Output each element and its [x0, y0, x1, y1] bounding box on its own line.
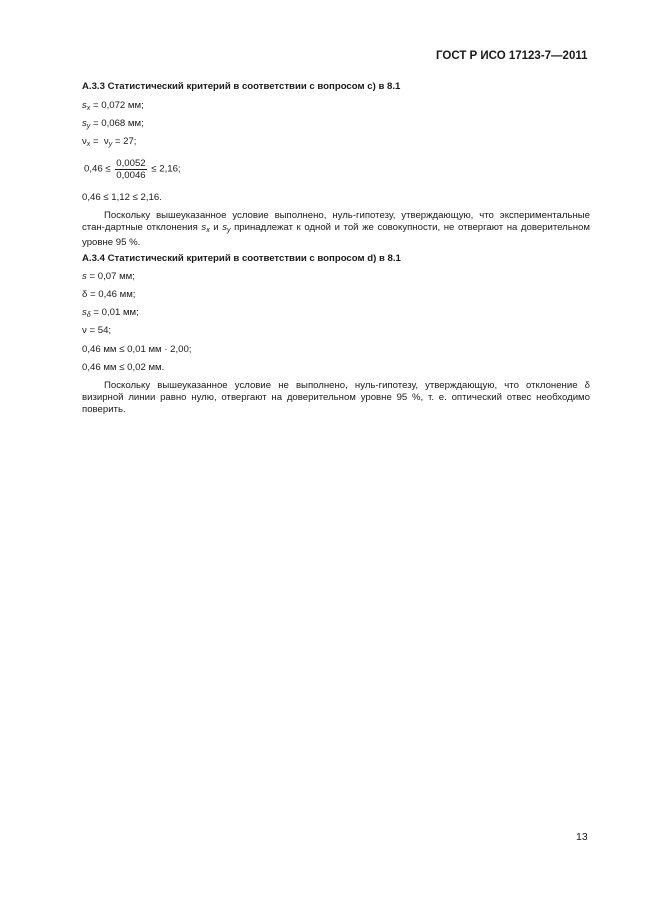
sy-symbol: s	[82, 118, 87, 129]
sx-value: = 0,072 мм;	[90, 100, 144, 111]
conclusion-sy-sub: y	[227, 227, 231, 234]
ratio-denominator: 0,0046	[116, 170, 146, 181]
sy-line	[82, 118, 144, 133]
sx-subscript: x	[86, 105, 91, 112]
s-line	[82, 271, 135, 283]
nu-equals-ny: = ν	[90, 136, 109, 147]
s-delta-symbol: s	[82, 307, 87, 318]
ineq-right: ≤ 2,16;	[151, 163, 181, 175]
section-a33-conclusion	[82, 210, 590, 249]
conclusion-sx-sub: x	[206, 227, 210, 234]
s-symbol: s	[82, 271, 87, 282]
nu-x-subscript: x	[86, 141, 91, 148]
nu-y-subscript: y	[108, 141, 113, 148]
sy-value: = 0,068 мм;	[90, 118, 144, 129]
conclusion-sx: s	[201, 222, 207, 233]
ratio-result-inequality: 0,46 ≤ 1,12 ≤ 2,16.	[82, 192, 162, 203]
page-number: 13	[576, 831, 588, 843]
delta-test-inequality: 0,46 мм ≤ 0,01 мм · 2,00;	[82, 344, 192, 355]
delta-test-result: 0,46 мм ≤ 0,02 мм.	[82, 362, 165, 373]
ratio-numerator: 0,0052	[116, 158, 146, 169]
conclusion-sy: s	[222, 222, 228, 233]
conclusion-and: и	[209, 222, 223, 233]
conclusion-text-b: принадлежат к одной и той же совокупности, не отвергают на доверительном уровне 95 %.	[82, 222, 590, 248]
section-a33-title: А.3.3 Статистический критерий в соответствии с вопросом c) в 8.1	[82, 81, 401, 92]
document-code: ГОСТ Р ИСО 17123-7—2011	[436, 50, 588, 62]
conclusion-text-a: Поскольку вышеуказанное условие выполнено, нуль-гипотезу, утверждающую, что экспериментальные стан-дартные отклонения	[82, 210, 590, 233]
nu-x-symbol: ν	[82, 136, 87, 147]
conclusion-a34-text: Поскольку вышеуказанное условие не выполнено, нуль-гипотезу, утверждающую, что отклонение δ визирной линии равно нулю, отвергают на доверительном уровне 95 %, т. е. оптический отвес необходимо поверить.	[82, 380, 590, 415]
s-delta-subscript: δ	[86, 312, 91, 319]
ineq-left: 0,46 ≤	[84, 163, 111, 175]
nu-54-line	[82, 325, 111, 337]
nu-54-value: = 54;	[86, 325, 112, 336]
variance-ratio-inequality	[84, 158, 181, 181]
nu-symbol: ν	[82, 325, 87, 336]
sx-line	[82, 100, 144, 115]
s-value: = 0,07 мм;	[86, 271, 135, 282]
sx-symbol: s	[82, 100, 87, 111]
s-delta-value: = 0,01 мм;	[90, 307, 139, 318]
section-a34-conclusion	[82, 380, 590, 416]
s-delta-line	[82, 307, 139, 322]
ratio-fraction	[115, 158, 146, 181]
sy-subscript: y	[86, 123, 91, 130]
section-a34-title: А.3.4 Статистический критерий в соответствии с вопросом d) в 8.1	[82, 253, 401, 264]
nu-line	[82, 136, 136, 151]
nu-value: = 27;	[112, 136, 137, 147]
delta-line: δ = 0,46 мм;	[82, 289, 136, 300]
